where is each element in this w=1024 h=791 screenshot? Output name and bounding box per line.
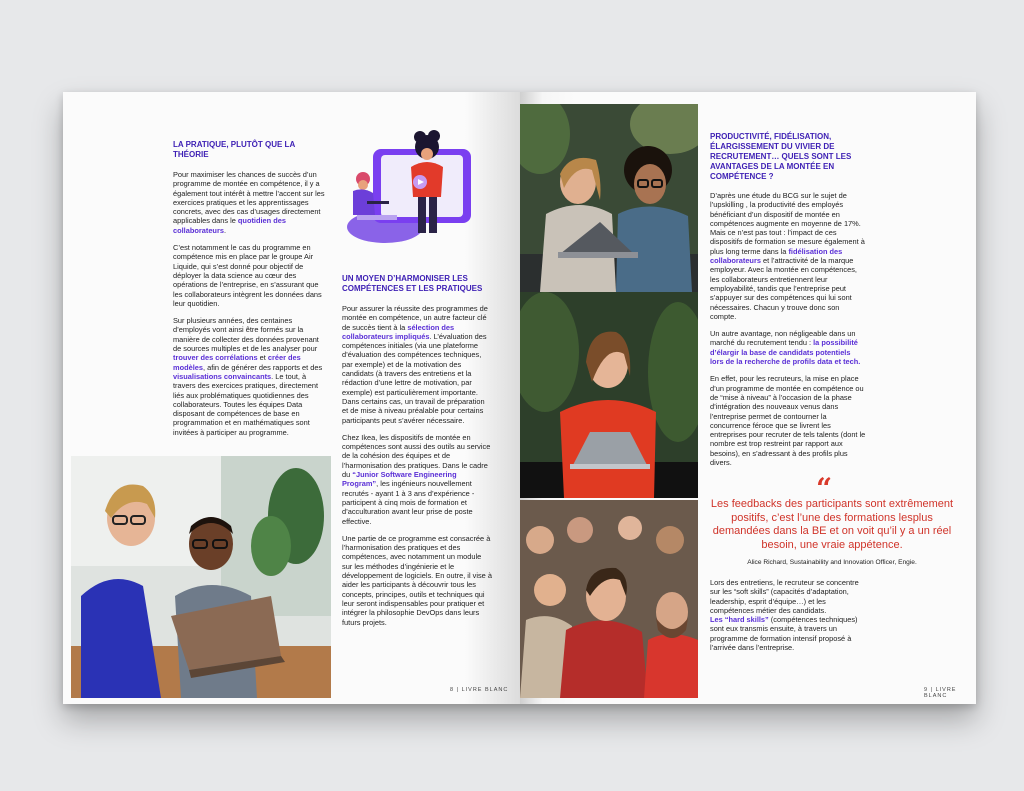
pull-quote: Les feedbacks des participants sont extrêmement positifs, c’est l’une des formations lesplus demandées dans la BE et on voit qu’il y a un réel besoin, une vraie appétence. [710, 498, 954, 551]
footer-label: LIVRE BLANC [461, 687, 509, 693]
paragraph: Pour maximiser les chances de succès d’un programme de montée en compétence, il y a également tout intérêt à mettre l’accent sur les exercices pratiques et les apprentissages concrets, avec des cas d’usages directement applicables dans le quotidien des collaborateurs. [173, 170, 325, 235]
paragraph: Sur plusieurs années, des centaines d’employés vont ainsi être formés sur la manière de collecter des données provenant de sources multiples et de les analyser pour trouver des corrélations et créer des modèles, afin de générer des rapports et des visualisations convaincants. Le tout, à travers des exercices pratiques, directement liés aux problématiques quotidiennes des collaborateurs. Toutes les équipes Data disposant de compétences de base en programmation et en mathématiques sont invitées à participer au programme. [173, 316, 323, 437]
highlight-link: quotidien des collaborateurs [173, 216, 286, 235]
highlight-link: Les “hard skills” [710, 615, 769, 625]
paragraph: Pour assurer la réussite des programmes de montée en compétence, un autre facteur clé de succès tient à la sélection des collaborateurs impliqués. L’évaluation des compétences initiales (via une plateforme d’évaluation des compétences techniques, par exemple) et de la motivation des candidats (à travers des entretiens et la rédaction d’une lettre de motivation, par exemple) est particulièrement importante. Dans certains cas, un travail de préparation et de mise à niveau préalable pour certains participants peut s’avérer nécessaire. [342, 304, 488, 425]
paragraph: Une partie de ce programme est consacrée à l’harmonisation des pratiques et des compétences, avec notamment un module sur les méthodes d’ingénierie et le développement de logiciels. En outre, il vise à aider les participants à découvrir tous les concepts, principes, outils et techniques qui leur seront indispensables pour pratiquer et intégrer la philosophie DevOps dans leurs futurs projets. [342, 533, 492, 627]
quote-author: Alice Richard, Sustainability and Innovation Officer, Engie. [747, 559, 917, 566]
highlight-link: “Junior Software Engineering Program” [342, 470, 457, 489]
highlight-link: trouver des corrélations [173, 353, 258, 363]
highlight-link: sélection des collaborateurs impliqués [342, 322, 455, 341]
section-heading-harmoniser: UN MOYEN D’HARMONISER LES COMPÉTENCES ET LES PRATIQUES [342, 274, 483, 293]
paragraph: Un autre avantage, non négligeable dans un marché du recrutement tendu : la possibilité d’élargir la base de candidats potentiels lors de la recherche de profils data et tech. [710, 329, 861, 367]
right-page [520, 92, 976, 704]
left-column-2 [342, 274, 492, 635]
quote-mark: “ [816, 472, 833, 505]
page-number: 9 [924, 687, 929, 693]
paragraph: Lors des entretiens, le recruteur se concentre sur les “soft skills” (capacités d’adaptation, leadership, esprit d’équipe…) et les compétences métier des candidats. [710, 578, 859, 615]
highlight-link: visualisations convaincants [173, 371, 272, 381]
photo-team-laptop [520, 104, 698, 292]
photo-audience [520, 500, 698, 698]
page-footer-right: 9 | LIVRE BLANC [924, 687, 957, 699]
right-column-bottom [710, 578, 870, 660]
left-column-1 [173, 140, 325, 445]
footer-label: LIVRE BLANC [924, 687, 957, 699]
photo-colleagues-laptop [71, 456, 331, 698]
page-footer-left: 8 | LIVRE BLANC [450, 687, 509, 693]
paragraph: Chez Ikea, les dispositifs de montée en compétences sont aussi des outils au service de la cohésion des équipes et de l’harmonisation des pratiques. Dans le cadre du “Junior Software Engineering Program”, les ingénieurs nouvellement recrutés - ayant 1 à 3 ans d’expérience - participent à cinq mois de formation et d’acculturation avant leur prise de poste effective. [342, 432, 491, 526]
page-number: 8 [450, 687, 455, 693]
paragraph: En effet, pour les recruteurs, la mise en place d’un programme de montée en compétence ou de “mise à niveau” à l’occasion de la phase d’intégration des nouveaux venus dans l’entreprise permet de contourner la concurrence féroce que se livrent les entreprises pour recruter de tels talents (dont le nombre est trop restreint par rapport aux besoins), en s’adressant à des profils plus divers. [710, 374, 866, 468]
highlight-link: créer des modèles [173, 353, 301, 372]
left-page [63, 92, 520, 704]
section-heading-pratique: LA PRATIQUE, PLUTÔT QUE LA THÉORIE [173, 140, 295, 159]
right-column [710, 132, 866, 475]
highlight-link: la possibilité d’élargir la base de candidats potentiels lors de la recherche de profils data et tech. [710, 338, 861, 367]
highlight-link: fidélisation des collaborateurs [710, 246, 843, 266]
magazine-spread [63, 92, 976, 704]
photo-woman-red-laptop [520, 292, 698, 498]
paragraph: C’est notamment le cas du programme en compétence mis en place par le groupe Air Liquide, qui s’est donné pour objectif de déployer la data science au cœur des opérations de l’entreprise, en s’assurant que les collaborateurs intègrent les données dans leur quotidien. [173, 243, 322, 308]
paragraph: D’après une étude du BCG sur le sujet de l’upskilling , la productivité des employés bénéficiant d’un dispositif de montée en compétences augmente en moyenne de 17%. Mais ce n’est pas tout : l’impact de ces dispositifs de formation se mesure également à plus long terme dans la fidélisation des collaborateurs et l’attractivité de la marque employeur. Avec la montée en compétences, les collaborateurs entretiennent leur employabilité, tandis que l’entreprise peut s’appuyer sur des compétences qui lui sont nécessaires. Chacun y trouve donc son compte. [710, 191, 865, 321]
paragraph: Les “hard skills” (compétences techniques) sont eux transmis ensuite, à travers un programme de formation intensif proposé à l’arrivée dans l’entreprise. [710, 615, 858, 653]
elearning-illustration [345, 127, 475, 247]
section-heading-avantages: PRODUCTIVITÉ, FIDÉLISATION, ÉLARGISSEMENT DU VIVIER DE RECRUTEMENT… QUELS SONT LES AVANTAGES DE LA MONTÉE EN COMPÉTENCE ? [710, 132, 852, 181]
